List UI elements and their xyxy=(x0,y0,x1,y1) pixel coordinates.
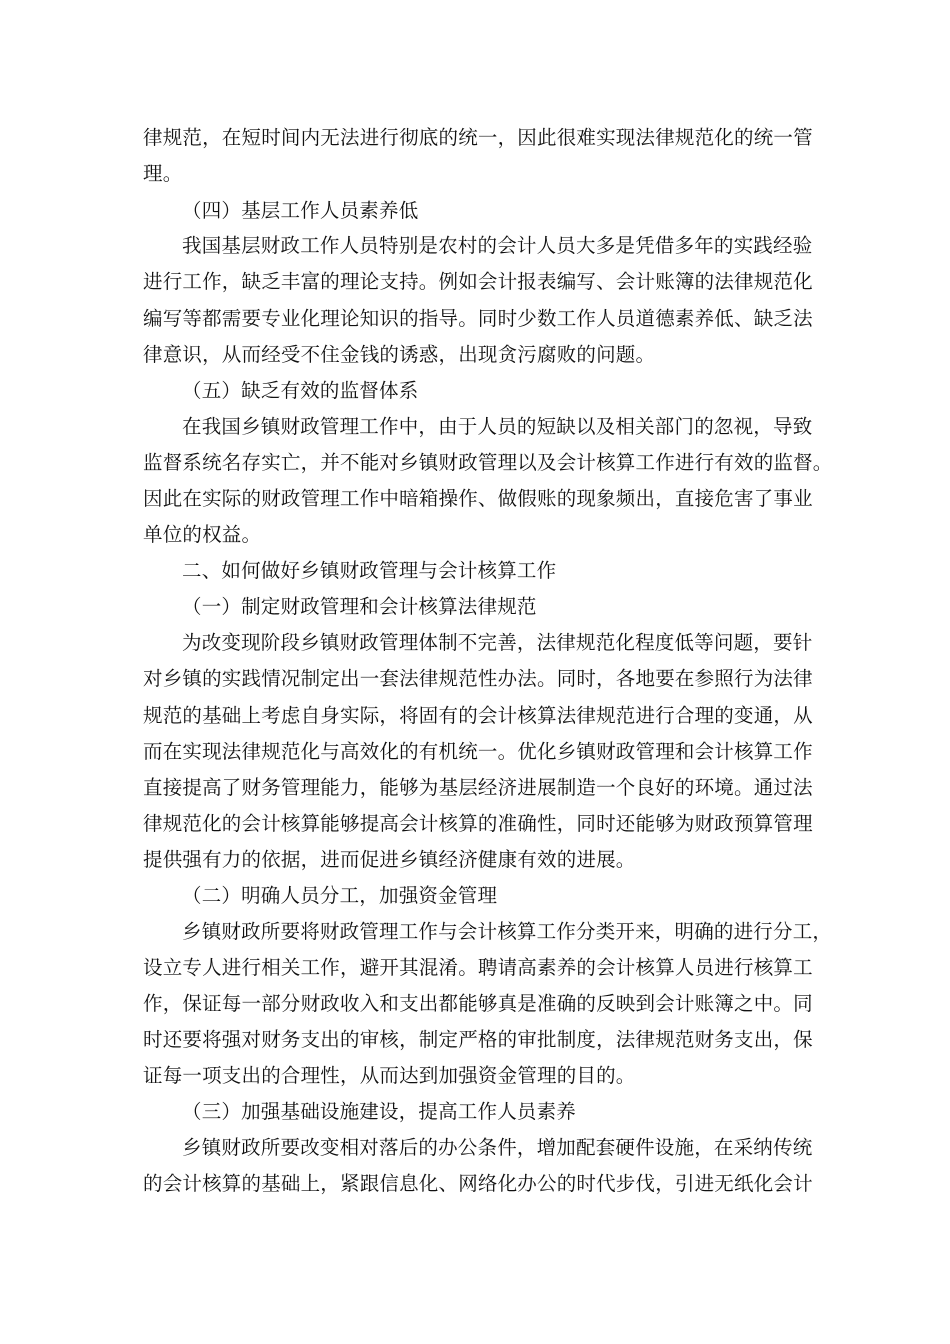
text-line: 进行工作，缺乏丰富的理论支持。例如会计报表编写、会计账簿的法律规范化 xyxy=(143,270,813,293)
section-heading: （一）制定财政管理和会计核算法律规范 xyxy=(182,595,537,618)
text-line: 而在实现法律规范化与高效化的有机统一。优化乡镇财政管理和会计核算工作 xyxy=(143,740,813,763)
text-line: 在我国乡镇财政管理工作中，由于人员的短缺以及相关部门的忽视，导致 xyxy=(182,415,813,438)
text-line: 单位的权益。 xyxy=(143,523,262,546)
section-heading: （二）明确人员分工，加强资金管理 xyxy=(182,884,498,907)
text-line: 律意识，从而经受不住金钱的诱惑，出现贪污腐败的问题。 xyxy=(143,343,656,366)
text-line: 设立专人进行相关工作，避开其混淆。聘请高素养的会计核算人员进行核算工 xyxy=(143,956,813,979)
text-line: 编写等都需要专业化理论知识的指导。同时少数工作人员道德素养低、缺乏法 xyxy=(143,307,813,330)
section-heading: （五）缺乏有效的监督体系 xyxy=(182,379,419,402)
text-line: 乡镇财政所要将财政管理工作与会计核算工作分类开来，明确的进行分工， xyxy=(182,920,833,943)
text-line: 对乡镇的实践情况制定出一套法律规范性办法。同时，各地要在参照行为法律 xyxy=(143,667,813,690)
text-line: 乡镇财政所要改变相对落后的办公条件，增加配套硬件设施，在采纳传统 xyxy=(182,1136,813,1159)
text-line: 监督系统名存实亡，并不能对乡镇财政管理以及会计核算工作进行有效的监督。 xyxy=(143,451,833,474)
text-line: 规范的基础上考虑自身实际，将固有的会计核算法律规范进行合理的变通，从 xyxy=(143,704,813,727)
text-line: 律规范化的会计核算能够提高会计核算的准确性，同时还能够为财政预算管理 xyxy=(143,812,813,835)
text-line: 因此在实际的财政管理工作中暗箱操作、做假账的现象频出，直接危害了事业 xyxy=(143,487,813,510)
text-line: 直接提高了财务管理能力，能够为基层经济进展制造一个良好的环境。通过法 xyxy=(143,776,813,799)
text-line: 理。 xyxy=(143,162,183,185)
text-line: 为改变现阶段乡镇财政管理体制不完善，法律规范化程度低等问题，要针 xyxy=(182,631,813,654)
text-line: 我国基层财政工作人员特别是农村的会计人员大多是凭借多年的实践经验 xyxy=(182,234,813,257)
text-line: 律规范，在短时间内无法进行彻底的统一，因此很难实现法律规范化的统一管 xyxy=(143,126,813,149)
section-heading: （四）基层工作人员素养低 xyxy=(182,199,419,222)
section-heading: （三）加强基础设施建设，提高工作人员素养 xyxy=(182,1100,577,1123)
chapter-heading: 二、如何做好乡镇财政管理与会计核算工作 xyxy=(182,559,557,582)
text-line: 时还要将强对财务支出的审核，制定严格的审批制度，法律规范财务支出，保 xyxy=(143,1028,813,1051)
text-line: 提供强有力的依据，进而促进乡镇经济健康有效的进展。 xyxy=(143,848,636,871)
text-line: 的会计核算的基础上，紧跟信息化、网络化办公的时代步伐，引进无纸化会计 xyxy=(143,1172,813,1195)
text-line: 证每一项支出的合理性，从而达到加强资金管理的目的。 xyxy=(143,1064,636,1087)
text-line: 作，保证每一部分财政收入和支出都能够真是准确的反映到会计账簿之中。同 xyxy=(143,992,813,1015)
